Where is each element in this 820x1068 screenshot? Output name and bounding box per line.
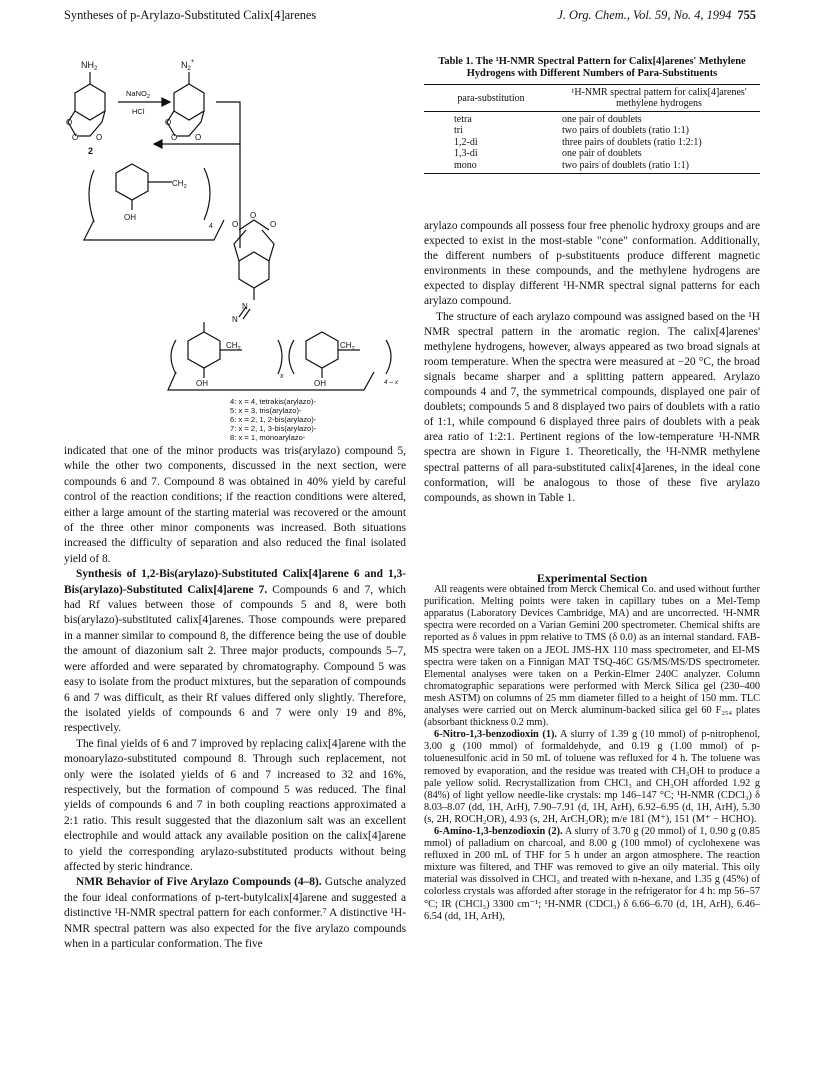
section-run-in-heading: Synthesis of 1,2-Bis(arylazo)-Substituted Calix[4]arene 6 and 1,3-Bis(arylazo)-Substituted Calix[4]arene 7. [64,568,406,596]
table-1 [424,56,760,174]
compound-heading: 6-Amino-1,3-benzodioxin (2). [434,825,563,837]
right-column-text [424,219,760,506]
table-row: 1,3-di one pair of doublets [454,148,642,160]
subscript-4-minus-x: 4 – x [384,379,399,386]
svg-text:O: O [232,220,239,229]
column-header-pattern: ¹H-NMR spectral pattern for calix[4]arenes' methylene hydrogens [558,85,760,112]
legend-line: 7: x = 2, 1, 3-bis(arylazo)- [230,424,317,433]
svg-text:O: O [165,118,172,127]
experimental-section [424,572,760,923]
paragraph: indicated that one of the minor products was tris(arylazo) compound 5, while the other two components, discussed in the next section, were compounds 6 and 7. Compound 8 was obtained in 40% yield by careful control of the reaction conditions; if the reaction conditions were altered, either a large amount of the starting material was recovered or the amount of the three other minor components was increased. Both situations increased the difficulty of separation and also reduced the final isolated yield of 8. [64,445,406,565]
oh-label: OH [124,213,136,222]
compound-2-label: 2 [88,146,94,156]
svg-text:CH2: $CH_2$ [340,341,355,352]
svg-text:CH2: $CH_2$ [226,341,241,352]
paragraph: NMR Behavior of Five Arylazo Compounds (4–8). Gutsche analyzed the four ideal conformations of p-tert-butylcalix[4]arene and suggested a distinctive ¹H-NMR spectral pattern for each conformer.⁷ A distinctive ¹H-NMR spectral pattern was also expected for the five arylazo compounds when in a particular conformation. The five [64,876,406,950]
svg-text:OH: OH [314,379,326,388]
azo-n-label: N [242,302,248,311]
paragraph: arylazo compounds all possess four free phenolic hydroxy groups and are expected to exist in the most-stable "cone" conformation. Additionally, the different numbers of p-substituents produce different magnetic environments in these compounds, and the methylene hydrogens are expected to display different ¹H-NMR spectral signal patterns for each arylazo compound. [424,220,760,308]
table-caption: Table 1. The ¹H-NMR Spectral Pattern for Calix[4]arenes' Methylene Hydrogens with Different Numbers of Para-Substituents [438,56,746,79]
svg-text:O: O [270,220,277,229]
running-header-journal [557,8,756,23]
running-header-title: Syntheses of p-Arylazo-Substituted Calix[4]arenes [64,8,317,22]
calixarene-bracket-right [204,168,210,220]
svg-text:O: O [195,133,202,142]
svg-text:O: O [250,211,257,220]
column-header-substitution: para-substitution [424,85,558,112]
benzene-ring-diazonium [174,84,204,120]
legend-line: 5: x = 3, tris(arylazo)- [230,406,302,415]
reagent-hcl: HCl [132,107,145,116]
ch2-label: $CH_2$ [172,179,187,190]
svg-text:OH: OH [196,379,208,388]
svg-text:O: O [96,133,103,142]
benzene-ring-2 [75,84,105,120]
paragraph: All reagents were obtained from Merck Chemical Co. and used without further purification. Melting points were taken in capillary tubes on a Mel-Temp apparatus (Laboratory Devices Cambridge, MA) and are uncorrected. ¹H-NMR spectra were recorded on a Varian Gemini 200 spectrometer. Chemical shifts are reported as δ values in ppm relative to TMS (δ 0.0) as an internal standard. FAB-MS spectra were taken on a JEOL JMS-HX 110 mass spectrometer, and EI-MS spectra were taken on a Finnigan MAT TSQ-46C GS/MS/MS/DS spectrometer. Elemental analyses were taken on a Perkin-Elmer 240C analyzer. Column chromatographic separations were performed with Merck Silica gel (230–400 mesh ASTM) on columns of 25 mm diameter filled to a height of 150 mm. TLC analyses were carried out on Merck aluminum-backed silica gel 60 F₂₅₄ plates (absorbant thickness 0.2 mm). [424,584,760,729]
svg-text:O: O [72,133,79,142]
table-row: tetra one pair of doublets [454,114,642,125]
paragraph: The final yields of 6 and 7 improved by replacing calix[4]arene with the monoarylazo-substituted compound 8. Through such replacement, not only were the isolated yields of 6 and 7 increased to 32 and 16%, respectively, but the formation of compound 5 was reduced. The final yields of compounds 6 and 7 in both coupling reactions approximated a 2:1 ratio. This result suggested that the diazonium salt was an excellent electrophile and would attack any available position on the calix[4]arene to yield the corresponding arylazo-substituted products without being affected by steric hindrance. [64,737,406,873]
svg-text:O: O [66,118,73,127]
paragraph: 6-Nitro-1,3-benzodioxin (1). A slurry of 1.39 g (10 mmol) of p-nitrophenol, 3.00 g (100 mmol) of formaldehyde, and 0.19 g (1.00 mmol) of p-toluenesulfonic acid in 50 mL of toluene was refluxed for 4 h. The toluene was removed by evaporation, and the residue was treated with CH₃OH to produce a pale yellow solid. Recrystallization from CHCl₃ and CH₃OH afforded 1.92 g (84%) of light yellow needle-like crystals: mp 146–147 °C; ¹H-NMR (CDCl₃) δ 8.03–8.07 (dd, 1H, ArH), 7.90–7.91 (d, 1H, ArH), 6.92–6.95 (d, 1H, ArH), 5.30 (s, 2H, ROCH₂OR), 4.93 (s, 2H, ArCH₂OR); m/e 181 (M⁺), 151 (M⁺ − HCHO). [424,729,760,825]
legend-line: 6: x = 2, 1, 2-bis(arylazo)- [230,415,317,424]
reagent-nano2: NaNO$_2$ [126,89,150,100]
section-run-in-heading: NMR Behavior of Five Arylazo Compounds (4–8). [76,876,322,889]
compound-legend [230,397,317,442]
reaction-scheme [64,52,404,442]
svg-text:O: O [171,133,178,142]
svg-text:N: N [232,315,238,324]
journal-citation: J. Org. Chem., Vol. 59, No. 4, 1994 [557,8,732,22]
table-row: 1,2-di three pairs of doublets (ratio 1:2:1) [454,136,702,148]
left-column-text [64,444,406,952]
compound-heading: 6-Nitro-1,3-benzodioxin (1). [434,729,557,741]
calixarene-bracket-left [89,170,94,222]
page-number: 755 [737,8,756,22]
subscript-4: 4 [209,223,213,230]
nh2-label: $NH_2$ [81,60,98,72]
table-row: tri two pairs of doublets (ratio 1:1) [454,125,689,137]
legend-line: 4: x = 4, tetrakis(arylazo)- [230,397,316,406]
paragraph: The structure of each arylazo compound was assigned based on the ¹H NMR spectral pattern in the aromatic region. The calix[4]arenes' methylene hydrogens, however, always appeared as two broad signals at room temperature. When the spectra were measured at −20 °C, the broad signals became sharper and a splitting pattern appeared. Arylazo compounds 4 and 7, the symmetrical compounds, displayed one pair of doublets; compounds 5 and 8 displayed two pairs of doublets with a ratio of 1:1, while compound 6 displayed three pairs of doublets with a peak area ratio of 1:2:1. Pertinent regions of the low-temperature ¹H-NMR spectra are shown in Figure 1. Theoretically, the ¹H-NMR methylene spectral patterns of all para-substituted calix[4]arenes, in the ideal cone conformation, will be analogous to those of these five arylazo compounds, as shown in Table 1. [424,310,760,504]
paragraph: Synthesis of 1,2-Bis(arylazo)-Substituted Calix[4]arene 6 and 1,3-Bis(arylazo)-Substituted Calix[4]arene 7. Compounds 6 and 7, which had Rf values between those of compounds 5 and 8, were both bis(arylazo)-substituted calix[4]arenes. Those compounds were prepared in a manner similar to compound 8, the difference being the use of double the amount of diazonium salt 2. Three major products, compounds 5–7, were afforded and were separated by chromatography. Compound 5 was easy to isolate from the product mixtures, but the separation of compounds 6 and 7 was difficult, as their Rf values differed only slightly. Therefore, the isolated yields of compounds 6 and 7 were only 19 and 8%, respectively. [64,568,406,735]
subscript-x: x [280,373,284,380]
paragraph: 6-Amino-1,3-benzodioxin (2). A slurry of 3.70 g (20 mmol) of 1, 0.90 g (0.85 mmol) of palladium on charcoal, and 8.00 g (100 mmol) of cyclohexene was refluxed in 200 mL of THF for 5 h under an argon atmosphere. The reaction mixture was filtered, and THF was removed to give an oily material. This oily material was dissolved in CHCl₃ and treated with n-hexane, and 1.35 g (45%) of colorless crystals was afforded after storage in the refrigerator for 4 h: mp 56–57 °C; IR (CHCl₃) 3300 cm⁻¹; ¹H-NMR (CDCl₃) δ 6.66–6.70 (d, 1H, ArH), 6.46–6.54 (dd, 1H, ArH), [424,825,760,922]
legend-line: 8: x = 1, monoarylazo- [230,433,306,442]
section-title: Experimental Section [536,571,648,585]
nmr-pattern-table [424,84,760,174]
table-row: mono two pairs of doublets (ratio 1:1) [424,160,760,174]
n2plus-label: $N_2^+$ [181,59,195,72]
